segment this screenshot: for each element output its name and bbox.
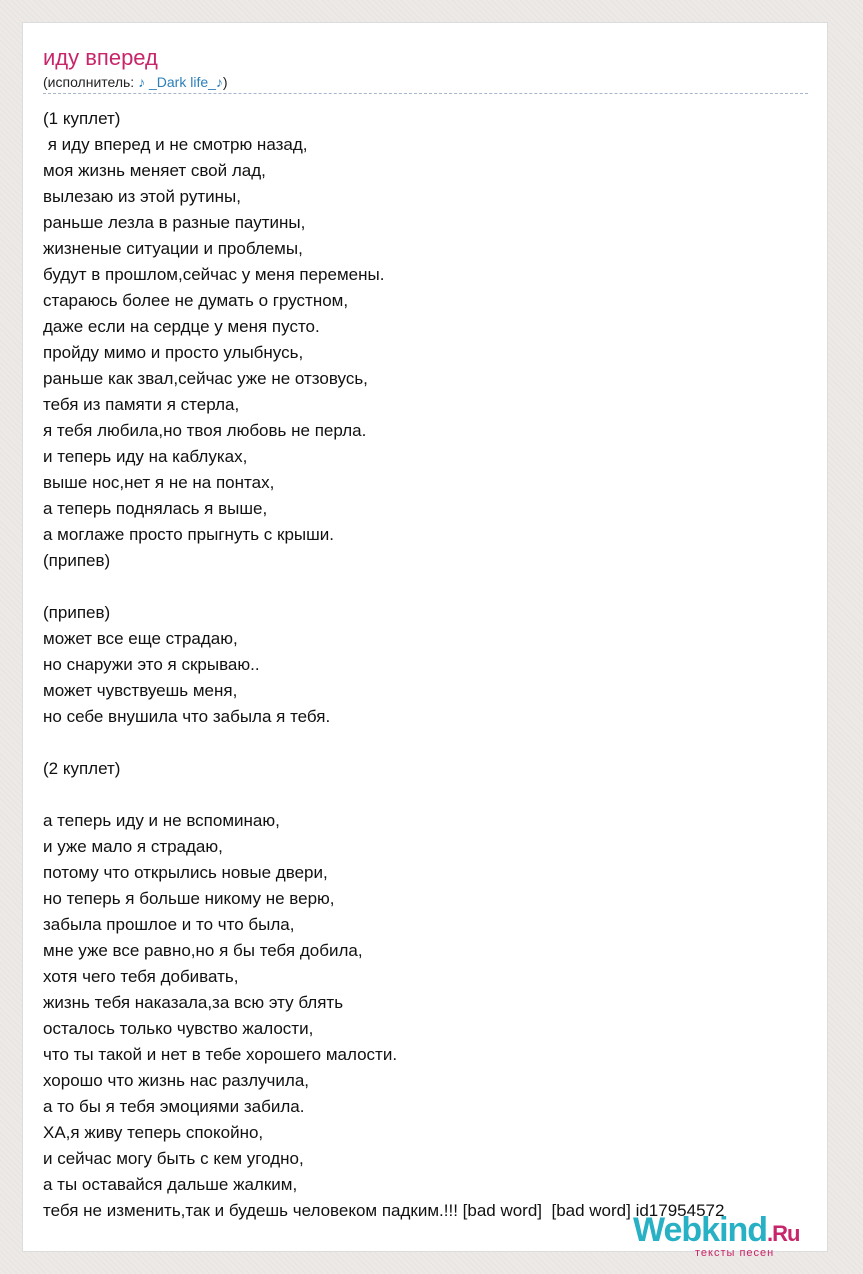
logo-brand: Webkind bbox=[633, 1211, 768, 1249]
artist-prefix: (исполнитель: bbox=[43, 74, 139, 90]
artist-link[interactable]: ♪ _Dark life_♪ bbox=[138, 74, 223, 90]
webkind-logo bbox=[633, 1211, 833, 1259]
lyrics-card bbox=[22, 22, 828, 1259]
song-title: иду вперед bbox=[43, 45, 158, 70]
artist-line bbox=[43, 74, 808, 94]
logo-tagline: тексты песен bbox=[695, 1247, 775, 1259]
artist-suffix: ) bbox=[222, 74, 228, 90]
logo-tld: .Ru bbox=[767, 1221, 800, 1246]
logo-wordmark bbox=[633, 1211, 800, 1250]
lyrics-text: (1 куплет) я иду вперед и не смотрю назад, моя жизнь меняет свой лад, вылезаю из этой рутины, раньше лезла в разные паутины, жизненые ситуации и проблемы, будут в прошлом,сейчас у меня перемены. стараюсь более не думать о грустном, даже если на сердце у меня пусто. пройду мимо и просто улыбнусь, раньше как звал,сейчас уже не отзовусь, тебя из памяти я стерла, я тебя любила,но твоя любовь не перла. и теперь иду на каблуках, выше нос,нет я не на понтах, а теперь поднялась я выше, а моглаже просто прыгнуть с крыши. (припев) (припев) может все еще страдаю, но снаружи это я скрываю.. может чувствуешь меня, но себе внушила что забыла я тебя. (2 куплет) а теперь иду и не вспоминаю, и уже мало я страдаю, потому что открылись новые двери, но теперь я больше никому не верю, забыла прошлое и то что была, мне уже все равно,но я бы тебя добила, хотя чего тебя добивать, жизнь тебя наказала,за всю эту блять осталось только чувство жалости, что ты такой и нет в тебе хорошего малости. хорошо что жизнь нас разлучила, а то бы я тебя эмоциями забила. ХА,я живу теперь спокойно, и сейчас могу быть с кем угодно, а ты оставайся дальше жалким, тебя не изменить,так и будешь человеком падким.!!! [bad word] [bad word] id17954572 bbox=[43, 109, 725, 1220]
